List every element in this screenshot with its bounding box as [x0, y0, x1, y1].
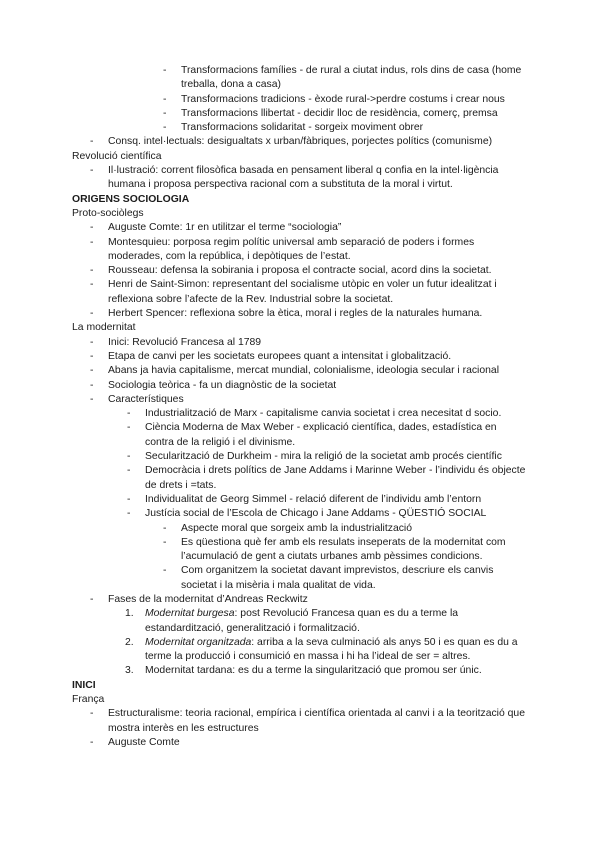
- list-item-text: Herbert Spencer: reflexiona sobre la ètica, moral i regles de la naturales humana.: [108, 308, 483, 320]
- list-item-text: Aspecte moral que sorgeix amb la industrialització: [181, 522, 413, 534]
- list-item: [0, 593, 528, 607]
- list-item: [0, 350, 528, 364]
- number-marker: 1.: [125, 608, 134, 620]
- proto-list: [0, 221, 600, 321]
- bullet-marker: -: [90, 708, 94, 720]
- list-item-text: Inici: Revolució Francesa al 1789: [108, 336, 262, 348]
- bullet-marker: -: [90, 365, 94, 377]
- phase-term: Modernitat organitzada: [145, 636, 252, 648]
- list-item: [0, 507, 528, 521]
- numbered-item: [0, 636, 528, 665]
- list-item: [0, 107, 528, 121]
- bullet-marker: -: [90, 222, 94, 234]
- list-item-text: Rousseau: defensa la sobirania i proposa el contracte social, acord dins la societat.: [108, 265, 492, 277]
- bullet-marker: -: [90, 736, 94, 748]
- list-item: [0, 522, 528, 536]
- list-item: [0, 464, 528, 493]
- list-item-text: Com organitzem la societat davant imprevistos, descriure els canvis societat i la misèria i mala qualitat de vida.: [181, 565, 494, 591]
- number-marker: 2.: [125, 636, 134, 648]
- bullet-marker: -: [90, 350, 94, 362]
- list-item: [0, 493, 528, 507]
- list-item: [0, 421, 528, 450]
- phase-description: : post Revolució Francesa quan es du a terme la estandardització, generalització i formalització.: [145, 608, 459, 634]
- list-item: [0, 564, 528, 593]
- list-item: [0, 135, 528, 149]
- bullet-marker: -: [90, 308, 94, 320]
- list-item: [0, 121, 528, 135]
- bullet-marker: -: [127, 493, 131, 505]
- bullet-marker: -: [127, 451, 131, 463]
- bullet-marker: -: [90, 393, 94, 405]
- list-item-text: Etapa de canvi per les societats europees quant a intensitat i globalització.: [108, 350, 452, 362]
- list-item-text: Transformacions tradicions - èxode rural->perdre costums i crear nous: [181, 93, 505, 105]
- list-item: [0, 93, 528, 107]
- bullet-marker: -: [90, 279, 94, 291]
- list-item: [0, 536, 528, 565]
- list-item-text: Transformacions solidaritat - sorgeix moviment obrer: [181, 122, 424, 134]
- section-title-proto: Proto-sociòlegs: [72, 207, 144, 219]
- list-item-text: Característiques: [108, 393, 184, 405]
- list-item-text: Sociologia teòrica - fa un diagnòstic de la societat: [108, 379, 337, 391]
- list-item-text: Montesquieu: porposa regim polític universal amb separació de poders i formes moderades, com la república, i depòtiques de l’estat.: [108, 236, 475, 262]
- list-item-text: Auguste Comte: [108, 736, 180, 748]
- list-item-text: Consq. intel·lectuals: desigualtats x urban/fàbriques, porjectes polítics (comunisme): [108, 136, 493, 148]
- bullet-marker: -: [127, 408, 131, 420]
- list-item: [0, 336, 528, 350]
- phase-description: Modernitat tardana: es du a terme la singularització que promou ser únic.: [145, 665, 482, 677]
- bullet-marker: -: [90, 136, 94, 148]
- bullet-marker: -: [163, 122, 167, 134]
- list-item: [0, 64, 528, 93]
- list-item-text: Es qüestiona què fer amb els resulats inseperats de la modernitat com l’acumulació de gent a ciutats urbanes amb pèssimes condicions.: [181, 536, 506, 563]
- section-title-modernitat: La modernitat: [72, 322, 136, 334]
- list-item-text: Transformacions llibertat - decidir lloc de residència, comerç, premsa: [181, 107, 498, 119]
- heading-inici: INICI: [72, 679, 96, 691]
- bullet-marker: -: [163, 65, 167, 76]
- number-marker: 3.: [125, 665, 134, 677]
- list-item: [0, 221, 528, 235]
- list-item: [0, 307, 528, 321]
- list-item: [0, 379, 528, 393]
- section-title-revolucio: Revolució científica: [72, 150, 162, 162]
- list-item: [0, 264, 528, 278]
- list-item-text: Estructuralisme: teoria racional, empírica i científica orientada al canvi i a la teorització que mostra interès en les estructures: [108, 708, 525, 734]
- bullet-marker: -: [90, 265, 94, 277]
- list-item-text: Transformacions famílies - de rural a ciutat indus, rols dins de casa (home treballa, dona a casa): [181, 65, 522, 91]
- list-item-text: Auguste Comte: 1r en utilitzar el terme “sociologia”: [108, 222, 342, 234]
- section-title-franca: França: [72, 694, 105, 706]
- phase-description: : arriba a la seva culminació als anys 50 i es quan es du a terme la producció i consumició en massa i hi ha l’ideal de ser = altres.: [145, 636, 518, 663]
- bullet-marker: -: [127, 508, 131, 520]
- bullet-marker: -: [127, 422, 131, 434]
- bullet-marker: -: [90, 593, 94, 605]
- document-page: [0, 64, 600, 750]
- bullet-marker: -: [163, 107, 167, 119]
- bullet-marker: -: [90, 165, 94, 177]
- list-item-text: Abans ja havia capitalisme, mercat mundial, colonialisme, ideologia secular i racional: [108, 365, 499, 377]
- list-item-text: Fases de la modernitat d’Andreas Reckwitz: [108, 593, 308, 605]
- numbered-item: [0, 607, 528, 636]
- bullet-marker: -: [90, 379, 94, 391]
- list-item-text: Secularització de Durkheim - mira la religió de la societat amb procés científic: [145, 451, 502, 463]
- list-item-text: Henri de Saint-Simon: representant del socialisme utòpic en voler un futur idealitzat i reflexiona sobre l’afecte de la Rev. Industrial sobre la societat.: [108, 279, 497, 305]
- heading-origens: ORIGENS SOCIOLOGIA: [72, 193, 190, 205]
- bullet-marker: -: [127, 465, 131, 477]
- list-item: [0, 450, 528, 464]
- numbered-item: [0, 664, 528, 678]
- phase-term: Modernitat burgesa: [145, 608, 235, 620]
- list-item-text: Individualitat de Georg Simmel - relació diferent de l’individu amb l’entorn: [145, 493, 482, 505]
- bullet-marker: -: [90, 236, 94, 248]
- bullet-marker: -: [163, 93, 167, 105]
- list-item: [0, 707, 528, 736]
- bullet-marker: -: [163, 565, 167, 577]
- bullet-marker: -: [163, 536, 167, 548]
- list-item: [0, 164, 528, 193]
- list-item-text: Ciència Moderna de Max Weber - explicació científica, dades, estadística en contra de la religió i el divinisme.: [145, 422, 497, 448]
- list-item: [0, 236, 528, 265]
- bullet-marker: -: [163, 522, 167, 534]
- list-item: [0, 407, 528, 421]
- list-item-text: Industrialització de Marx - capitalisme canvia societat i crea necesitat d socio.: [145, 408, 502, 420]
- list-item-text: Democràcia i drets polítics de Jane Addams i Marinne Weber - l’individu és objecte de drets i =tats.: [145, 465, 526, 491]
- franca-list: [0, 707, 600, 750]
- fases-list: [0, 607, 600, 678]
- revolucio-list: [0, 164, 600, 193]
- list-item-text: Il·lustració: corrent filosòfica basada en pensament liberal q confia en la intel·ligència humana i proposa perspectiva racional com a substituta de la moral i virtut.: [108, 165, 499, 191]
- intro-list: [0, 64, 600, 150]
- list-item: [0, 393, 528, 407]
- modernitat-list: [0, 336, 600, 608]
- list-item: [0, 278, 528, 307]
- bullet-marker: -: [90, 336, 94, 348]
- list-item: [0, 736, 528, 750]
- list-item-text: Justícia social de l’Escola de Chicago i Jane Addams - QÜESTIÓ SOCIAL: [145, 508, 487, 520]
- list-item: [0, 364, 528, 378]
